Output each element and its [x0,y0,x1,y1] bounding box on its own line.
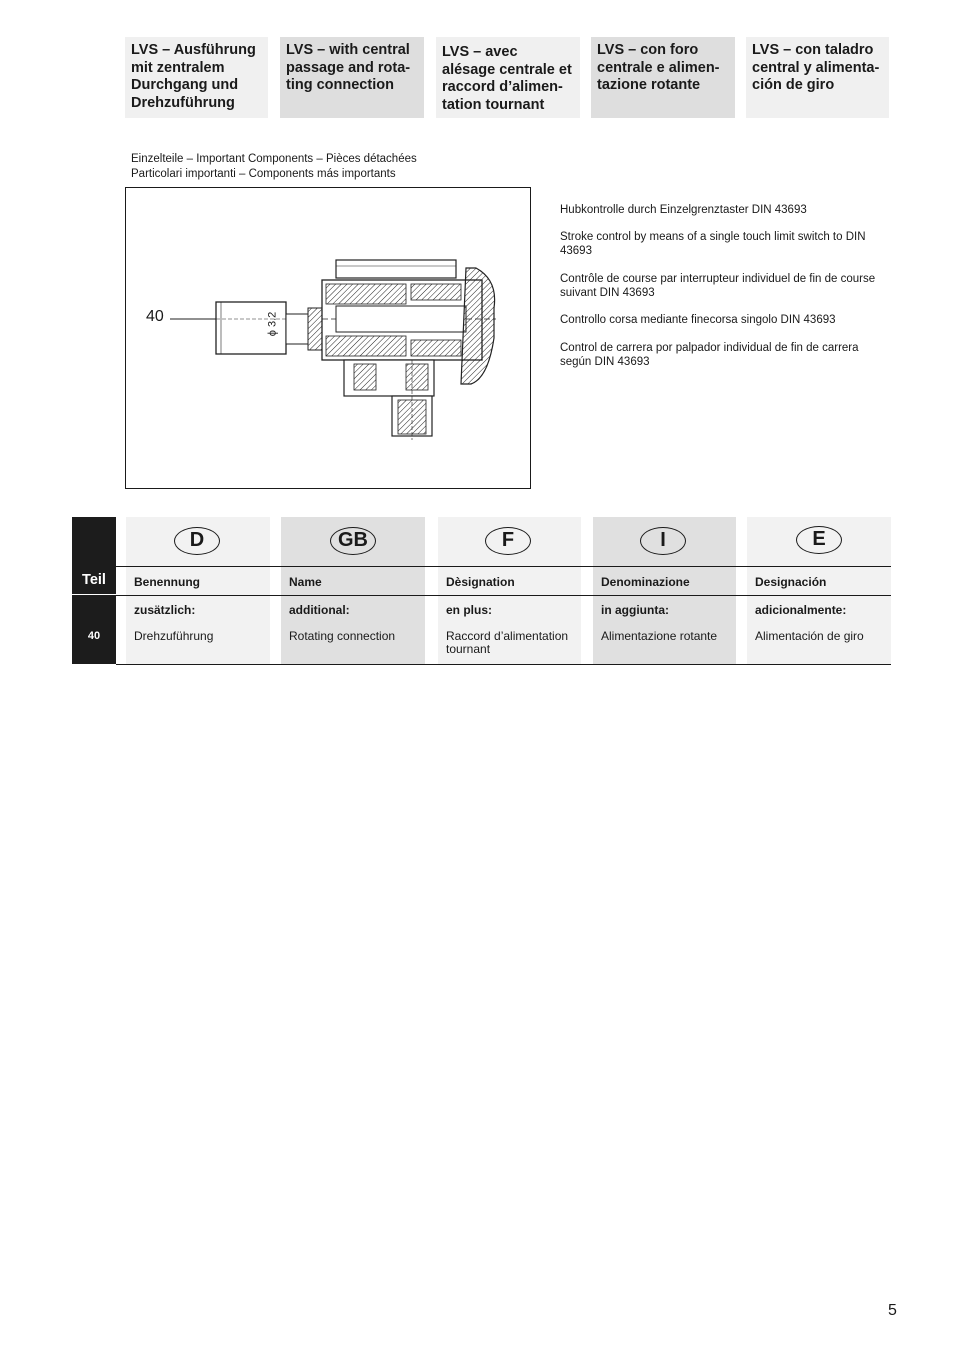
teil-label: Teil [82,572,106,588]
table-rule-2 [116,595,891,596]
column-es [747,517,891,664]
column-sub-gb: additional: [289,603,350,617]
column-item-fr: Raccord d’alimentation tournant [446,629,569,656]
column-heading-gb: Name [289,575,322,589]
description-gb: Stroke control by means of a single touch limit switch to DIN 43693 [560,231,866,257]
column-item-de: Drehzuführung [134,629,214,643]
header-text-fr: LVS – avec alésage centrale et raccord d’alimen-tation tournant [442,44,572,113]
description-de: Hubkontrolle durch Einzelgrenztaster DIN 43693 [560,204,807,216]
lang-badge-es: E [796,526,842,554]
teil-separator [72,594,116,595]
dimension-label: ϕ 3.2 [266,311,279,337]
lang-badge-gb: GB [330,527,376,555]
column-gb [281,517,425,664]
header-text-es: LVS – con taladro central y alimenta-ción de giro [752,42,880,93]
header-box-it [591,37,735,118]
column-sub-it: in aggiunta: [601,603,669,617]
caption-line-2: Particolari importanti – Components más importants [131,168,396,180]
column-heading-fr: Dèsignation [446,575,515,589]
column-heading-es: Designación [755,575,827,589]
column-item-gb: Rotating connection [289,629,396,643]
header-text-it: LVS – con foro centrale e alimen-tazione rotante [597,42,720,93]
header-box-fr [436,37,580,118]
column-item-it: Alimentazione rotante [601,629,718,643]
cross-section-drawing [126,188,530,488]
table-rule-1 [116,566,891,567]
column-sub-de: zusätzlich: [134,603,196,617]
column-item-es: Alimentación de giro [755,629,864,643]
description-fr: Contrôle de course par interrupteur individuel de fin de course suivant DIN 43693 [560,273,876,299]
table-rule-3 [116,664,891,665]
header-text-de: LVS – Ausführung mit zentralem Durchgang und Drehzuführung [131,42,256,111]
caption-line-1: Einzelteile – Important Components – Pièces détachées [131,153,417,165]
header-box-es [746,37,889,118]
page-number: 5 [888,1302,897,1319]
part-callout-40: 40 [146,308,164,325]
column-it [593,517,736,664]
description-it: Controllo corsa mediante finecorsa singolo DIN 43693 [560,314,836,326]
lang-badge-it: I [640,527,686,555]
header-box-gb [280,37,424,118]
technical-drawing [125,187,531,489]
column-sub-fr: en plus: [446,603,493,617]
part-number: 40 [87,630,101,642]
column-heading-it: Denominazione [601,575,690,589]
description-es: Control de carrera por palpador individual de fin de carrera según DIN 43693 [560,342,859,368]
column-fr [438,517,581,664]
header-text-gb: LVS – with central passage and rota-ting connection [286,42,411,93]
column-de [126,517,270,664]
header-box-de [125,37,268,118]
column-sub-es: adicionalmente: [755,603,847,617]
lang-badge-fr: F [485,527,531,555]
lang-badge-de: D [174,527,220,555]
column-heading-de: Benennung [134,575,200,589]
